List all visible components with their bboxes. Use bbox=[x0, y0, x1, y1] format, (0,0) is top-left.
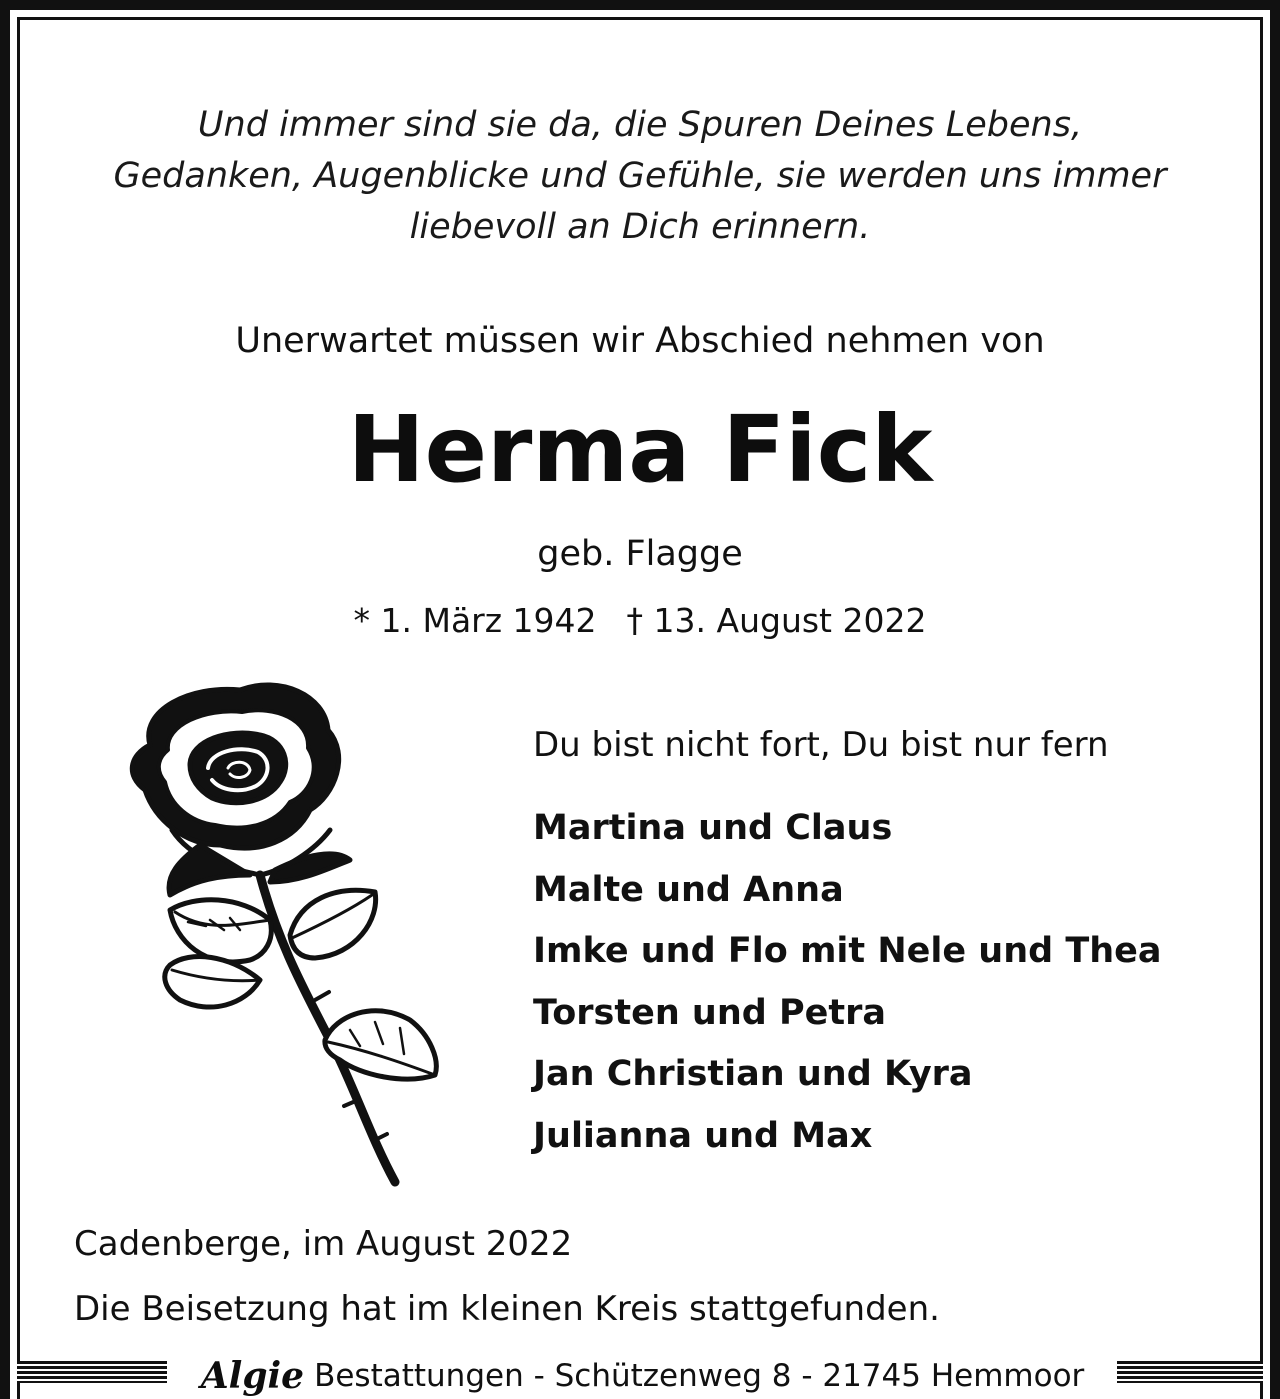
mourner-entry: Jan Christian und Kyra bbox=[533, 1054, 973, 1094]
mourner-entry: Julianna und Max bbox=[533, 1115, 873, 1156]
verse-line-3: liebevoll an Dich erinnern. bbox=[409, 207, 871, 247]
mourner-entry: Imke und Flo mit Nele und Thea bbox=[533, 931, 1162, 971]
birth-date: * 1. März 1942 bbox=[353, 601, 597, 640]
life-dates bbox=[0, 598, 1280, 644]
mourner-entry: Torsten und Petra bbox=[533, 992, 887, 1033]
funeral-home-footer bbox=[170, 1352, 1115, 1399]
mourner-entry: Malte und Anna bbox=[533, 869, 844, 910]
deceased-name: Herma Fick bbox=[347, 396, 933, 503]
funeral-home-address: Bestattungen - Schützenweg 8 - 21745 Hemmoor bbox=[314, 1357, 1085, 1394]
place-and-date: Cadenberge, im August 2022 bbox=[74, 1224, 573, 1264]
funeral-home-logo: Algie bbox=[200, 1354, 305, 1397]
mourners-list bbox=[533, 798, 1253, 1167]
burial-note: Die Beisetzung hat im kleinen Kreis stattgefunden. bbox=[74, 1289, 940, 1329]
maiden-name: geb. Flagge bbox=[537, 534, 743, 574]
death-date: † 13. August 2022 bbox=[626, 601, 927, 640]
verse-line-1: Und immer sind sie da, die Spuren Deines Lebens, bbox=[197, 105, 1083, 145]
rose-icon bbox=[110, 670, 450, 1190]
footer-rule-right bbox=[1117, 1361, 1263, 1383]
farewell-intro: Unerwartet müssen wir Abschied nehmen von bbox=[235, 321, 1045, 361]
verse-line-2: Gedanken, Augenblicke und Gefühle, sie werden uns immer bbox=[113, 156, 1167, 196]
footer-rule-left bbox=[17, 1361, 167, 1383]
mourner-entry: Martina und Claus bbox=[533, 808, 893, 848]
memorial-motto: Du bist nicht fort, Du bist nur fern bbox=[533, 725, 1109, 765]
opening-verse bbox=[0, 100, 1280, 253]
